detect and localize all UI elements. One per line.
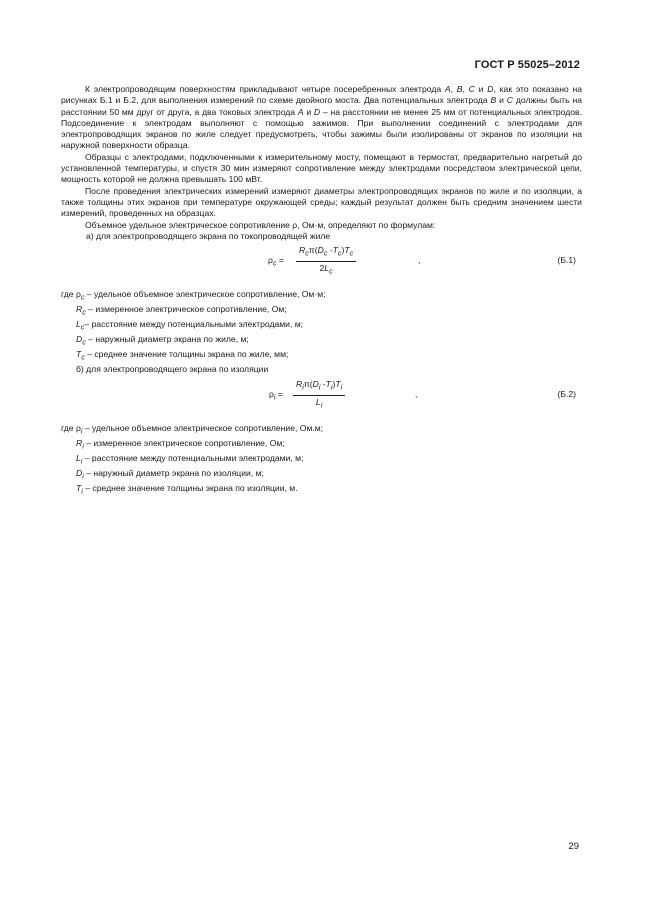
electrode-label: A: [297, 106, 304, 117]
definition-rho-i: [61, 423, 582, 438]
subscript: c: [81, 353, 85, 362]
text-run: где: [61, 289, 76, 300]
text-run: – наружный диаметр экрана по жиле, м;: [85, 334, 249, 345]
definition-r-c: [61, 304, 582, 319]
symbol: D: [76, 467, 83, 478]
definition-r-i: [61, 438, 582, 453]
subscript: i: [320, 401, 323, 410]
text-run: ,: [450, 84, 457, 94]
equals-sign: =: [275, 388, 283, 399]
subscript: i: [302, 383, 304, 392]
paren: ): [332, 378, 336, 389]
text-run: и: [303, 106, 314, 117]
item-b-insulation-screen: б) для электропроводящего экрана по изоляции: [76, 364, 269, 375]
formula-b2: [61, 379, 582, 417]
equals-sign: =: [276, 255, 284, 266]
electrode-label: D: [487, 84, 494, 94]
subscript: i: [318, 383, 321, 392]
minus-sign: -: [320, 378, 326, 389]
subscript: i: [80, 427, 83, 436]
formula-fraction: [293, 379, 345, 412]
coefficient: 2: [319, 263, 325, 274]
document-header: ГОСТ Р 55025–2012: [474, 59, 580, 71]
formula-lhs: [268, 255, 284, 270]
fraction-numerator: [296, 245, 356, 262]
var-r: R: [296, 378, 303, 389]
formula-b1: [61, 245, 582, 283]
symbol: T: [76, 349, 82, 360]
text-run: должны быть на расстоянии 50 мм друг от друга, а два токовых электрода: [61, 95, 582, 117]
var-t: T: [344, 245, 350, 256]
text-run: – измеренное электрическое сопротивление, Ом;: [83, 437, 285, 448]
text-run: – расстояние между потенциальными электродами, м;: [84, 319, 304, 330]
var-d: D: [312, 378, 319, 389]
text-run: – среднее значение толщины экрана по изоляции, м.: [82, 482, 298, 493]
rho-symbol: ρ: [75, 289, 81, 300]
symbol: R: [76, 437, 83, 448]
body-text: [61, 84, 582, 498]
fraction-denominator: [293, 396, 345, 412]
fraction-numerator: [293, 379, 345, 396]
var-l: L: [324, 263, 330, 274]
text-run: – удельное объемное электрическое сопротивление, Ом.м;: [82, 422, 324, 433]
rho-symbol: ρ: [268, 255, 273, 266]
text-run: – на расстоянии не менее 25 мм от потенциальных электродов. Подсоединение к электродам выполняют с помощью зажимов. При выполнении соединений с электродами для электропроводящих экранов по жиле следует предусмотреть, чтобы зажимы были изолированы от экранов по изоляции на наружной поверхности образца.: [61, 106, 583, 151]
subscript: i: [82, 442, 84, 451]
text-run: и: [496, 95, 507, 106]
definition-t-c: [61, 349, 582, 364]
subscript: c: [305, 249, 309, 258]
electrode-label: A: [444, 84, 451, 94]
paragraph-measurements: После проведения электрических измерений измеряют диаметры электропроводящих экранов по жиле и по изоляции, а также толщины этих экранов при температуре окружающей среды; каждый результат должен быть средним значением шести измерений, проведенных на образцах.: [61, 185, 582, 219]
symbol: T: [76, 482, 82, 493]
text-run: – наружный диаметр экрана по изоляции, м;: [83, 467, 264, 478]
formula-comma: ,: [418, 255, 421, 266]
subscript: i: [273, 393, 276, 402]
text-run: , как это показано на рисунках Б.1 и Б.2, для выполнения измерений по схеме двойного моста. Два потенциальных электрода: [61, 84, 583, 106]
subscript: c: [82, 338, 86, 347]
symbol: D: [76, 334, 83, 345]
var-t: T: [332, 245, 338, 256]
text-run: К электропроводящим поверхностям прикладывают четыре посеребренных электрода: [85, 84, 445, 94]
equation-number: (Б.2): [557, 388, 576, 399]
formula-fraction: [296, 245, 356, 278]
text-run: – среднее значение толщины экрана по жиле, мм;: [84, 349, 289, 360]
subscript: c: [80, 293, 85, 302]
definition-t-i: [61, 483, 582, 498]
electrode-label: C: [506, 95, 513, 106]
definition-l-i: [61, 453, 582, 468]
minus-sign: -: [327, 245, 333, 256]
text-run: ,: [462, 84, 469, 94]
subscript: c: [349, 249, 354, 258]
subscript: c: [337, 249, 342, 258]
definition-l-c: [61, 319, 582, 334]
text-run: – измеренное электрическое сопротивление, Ом;: [85, 304, 287, 315]
paragraph-thermostat: Образцы с электродами, подключенными к измерительному мосту, помещают в термостат, предварительно нагретый до установленной температуры, и спустя 30 мин измеряют сопротивление между электродами посредством электрической цепи, мощность которой не должна превышать 100 мВт.: [61, 151, 582, 185]
subscript: i: [81, 487, 83, 496]
fraction-denominator: [296, 262, 356, 278]
symbol: L: [76, 452, 81, 463]
electrode-label: C: [468, 84, 475, 94]
electrode-label: B: [490, 95, 497, 106]
text-run: и: [474, 84, 488, 94]
text-run: где: [61, 422, 76, 433]
item-a-core-screen: а) для электропроводящего экрана по токопроводящей жиле: [86, 230, 331, 241]
paren: ): [341, 245, 345, 256]
pi-symbol: π(: [303, 378, 313, 389]
subscript: i: [340, 383, 343, 392]
var-t: T: [325, 378, 331, 389]
var-d: D: [317, 245, 324, 256]
text-run: – расстояние между потенциальными электродами, м;: [82, 452, 304, 463]
equation-number: (Б.1): [557, 255, 576, 266]
symbol: R: [76, 304, 83, 315]
rho-symbol: ρ: [75, 422, 81, 433]
subscript: c: [329, 267, 333, 276]
pi-symbol: π(: [308, 245, 318, 256]
page-number: 29: [568, 841, 579, 852]
symbol: L: [76, 319, 81, 330]
definition-rho-c: [61, 289, 582, 304]
subscript: c: [323, 249, 328, 258]
formula-comma: ,: [415, 388, 418, 399]
subscript: c: [80, 323, 85, 332]
electrode-label: B: [456, 84, 463, 94]
electrode-label: D: [313, 106, 321, 117]
var-t: T: [335, 378, 341, 389]
var-l: L: [315, 396, 321, 407]
subscript: c: [272, 259, 277, 268]
paragraph-resistivity-intro: Объемное удельное электрическое сопротивление ρ, Ом·м, определяют по формулам:: [85, 219, 436, 230]
paragraph-electrodes: [61, 84, 582, 152]
var-r: R: [299, 245, 306, 256]
rho-symbol: ρ: [269, 388, 274, 399]
formula-lhs: [269, 389, 283, 404]
subscript: c: [82, 308, 86, 317]
text-run: – удельное объемное электрическое сопротивление, Ом·м;: [84, 289, 326, 300]
definition-d-c: [61, 334, 582, 349]
subscript: i: [80, 457, 83, 466]
subscript: i: [82, 472, 84, 481]
definition-d-i: [61, 468, 582, 483]
subscript: i: [330, 383, 333, 392]
